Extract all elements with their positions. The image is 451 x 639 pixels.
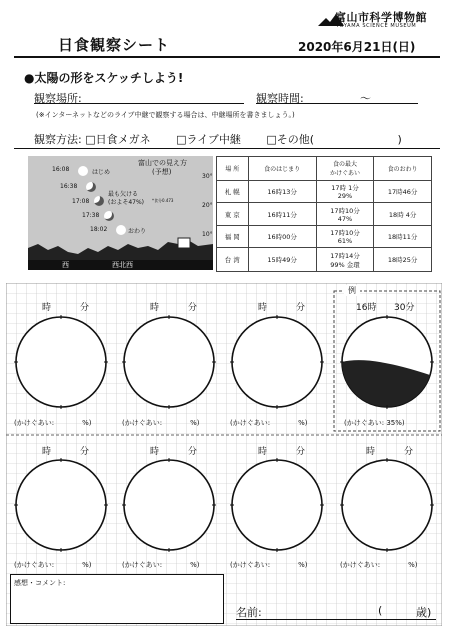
table-header-row bbox=[217, 157, 432, 181]
eclipse-times-table bbox=[216, 156, 432, 272]
table-cell: 札 幌 bbox=[217, 180, 249, 203]
sky-title: 富山での見え方 bbox=[138, 159, 187, 167]
place-field[interactable] bbox=[34, 90, 244, 104]
table-cell: 17時 1分 29% bbox=[316, 180, 374, 203]
percent-label: (かけぐあい: %) bbox=[230, 419, 308, 427]
table-cell: 17時10分 47% bbox=[316, 203, 374, 226]
age-label: 歳) bbox=[416, 606, 432, 619]
table-cell: 東 京 bbox=[217, 203, 249, 226]
sun-icon bbox=[104, 211, 114, 221]
event-time-3: 17:08 bbox=[72, 198, 90, 205]
table-row bbox=[217, 225, 432, 248]
minute-label: 分 bbox=[188, 303, 198, 313]
event-label-3: 最も欠ける bbox=[108, 191, 139, 198]
example-tag: 例 bbox=[344, 285, 360, 296]
sun-circle[interactable] bbox=[230, 458, 324, 552]
hour-label: 時 bbox=[258, 303, 268, 313]
table-cell: 15時49分 bbox=[248, 248, 316, 272]
header-divider bbox=[14, 56, 440, 58]
minute-label: 分 bbox=[80, 303, 90, 313]
table-cell: 16時13分 bbox=[248, 180, 316, 203]
minute-label: 分 bbox=[404, 447, 414, 457]
table-row bbox=[217, 180, 432, 203]
dir-wnw: 西北西 bbox=[112, 261, 133, 269]
event-time-1: 16:08 bbox=[52, 166, 70, 173]
sun-icon bbox=[94, 196, 104, 206]
hour-label: 時 bbox=[150, 447, 160, 457]
table-cell: 16時00分 bbox=[248, 225, 316, 248]
table-row bbox=[217, 248, 432, 272]
option-other-close: ) bbox=[397, 133, 402, 146]
table-cell: 18時25分 bbox=[374, 248, 432, 272]
hour-label: 時 bbox=[42, 303, 52, 313]
hour-label: 時 bbox=[258, 447, 268, 457]
table-cell: 台 湾 bbox=[217, 248, 249, 272]
col-header: 食のおわり bbox=[374, 157, 432, 181]
option-glasses[interactable]: □日食メガネ bbox=[85, 133, 151, 146]
table-row bbox=[217, 203, 432, 226]
method-row bbox=[34, 131, 402, 147]
example-sun-circle bbox=[340, 315, 434, 409]
max-note: (およそ47%) bbox=[108, 199, 145, 206]
place-label: 観察場所: bbox=[34, 92, 82, 105]
table-cell: 16時11分 bbox=[248, 203, 316, 226]
sun-icon bbox=[86, 182, 96, 192]
col-header: 場 所 bbox=[217, 157, 249, 181]
col-header: 食のはじまり bbox=[248, 157, 316, 181]
observation-date: 2020年6月21日(日) bbox=[298, 40, 416, 54]
table-cell: 17時46分 bbox=[374, 180, 432, 203]
percent-label: (かけぐあい: %) bbox=[340, 561, 418, 569]
table-cell: 17時10分 61% bbox=[316, 225, 374, 248]
method-underline bbox=[14, 148, 440, 149]
alt-10: 10° bbox=[202, 231, 213, 238]
table-cell: 福 岡 bbox=[217, 225, 249, 248]
alt-30: 30° bbox=[202, 173, 213, 180]
table-cell: 17時14分 99% 金環 bbox=[316, 248, 374, 272]
minute-label: 分 bbox=[296, 447, 306, 457]
skyline-icon bbox=[28, 234, 213, 260]
sun-circle[interactable] bbox=[122, 315, 216, 409]
alt-20: 20° bbox=[202, 202, 213, 209]
example-percent: (かけぐあい: 35%) bbox=[344, 419, 405, 427]
event-time-4: 17:38 bbox=[82, 212, 100, 219]
hour-label: 時 bbox=[150, 303, 160, 313]
age-open: ( bbox=[378, 604, 383, 617]
comment-label: 感想・コメント: bbox=[14, 579, 66, 587]
table-cell: 18時11分 bbox=[374, 225, 432, 248]
max-note-small: *食分0.473 bbox=[152, 198, 174, 203]
sun-circle[interactable] bbox=[230, 315, 324, 409]
sun-circle[interactable] bbox=[14, 458, 108, 552]
method-label: 観察方法: bbox=[34, 133, 82, 146]
hour-label: 時 bbox=[42, 447, 52, 457]
sun-circle[interactable] bbox=[14, 315, 108, 409]
section-heading: ●太陽の形をスケッチしよう! bbox=[24, 71, 184, 85]
name-label: 名前: bbox=[236, 606, 262, 619]
minute-label: 分 bbox=[296, 303, 306, 313]
sun-icon bbox=[78, 166, 88, 176]
minute-label: 分 bbox=[188, 447, 198, 457]
percent-label: (かけぐあい: %) bbox=[14, 561, 92, 569]
option-live[interactable]: □ライブ中継 bbox=[176, 133, 241, 146]
museum-name: 富山市科学博物館 bbox=[335, 11, 427, 24]
sun-circle[interactable] bbox=[340, 458, 434, 552]
time-field[interactable] bbox=[256, 90, 418, 104]
sky-subtitle: (予想) bbox=[152, 168, 172, 176]
time-label: 観察時間: bbox=[256, 92, 304, 105]
event-time-2: 16:38 bbox=[60, 183, 78, 190]
dir-west: 西 bbox=[62, 261, 69, 269]
minute-label: 分 bbox=[80, 447, 90, 457]
event-time-5: 18:02 bbox=[90, 226, 108, 233]
example-hour: 16時 bbox=[356, 303, 377, 313]
event-label-5: おわり bbox=[128, 228, 147, 235]
example-minute: 30分 bbox=[394, 303, 415, 313]
sky-view-image bbox=[28, 156, 213, 270]
percent-label: (かけぐあい: %) bbox=[230, 561, 308, 569]
percent-label: (かけぐあい: %) bbox=[14, 419, 92, 427]
table-cell: 18時 4分 bbox=[374, 203, 432, 226]
option-other[interactable]: □その他( bbox=[266, 133, 315, 146]
live-note: (※インターネットなどのライブ中継で観察する場合は、中継場所を書きましょう。) bbox=[36, 111, 295, 119]
museum-name-en: TOYAMA SCIENCE MUSEUM bbox=[336, 23, 417, 29]
name-field[interactable] bbox=[236, 604, 436, 620]
percent-label: (かけぐあい: %) bbox=[122, 561, 200, 569]
event-label-1: はじめ bbox=[92, 169, 111, 176]
page-title: 日食観察シート bbox=[58, 36, 171, 54]
col-header: 食の最大 かけぐあい bbox=[316, 157, 374, 181]
hour-label: 時 bbox=[366, 447, 376, 457]
sun-circle[interactable] bbox=[122, 458, 216, 552]
percent-label: (かけぐあい: %) bbox=[122, 419, 200, 427]
time-separator: 〜 bbox=[360, 92, 371, 105]
